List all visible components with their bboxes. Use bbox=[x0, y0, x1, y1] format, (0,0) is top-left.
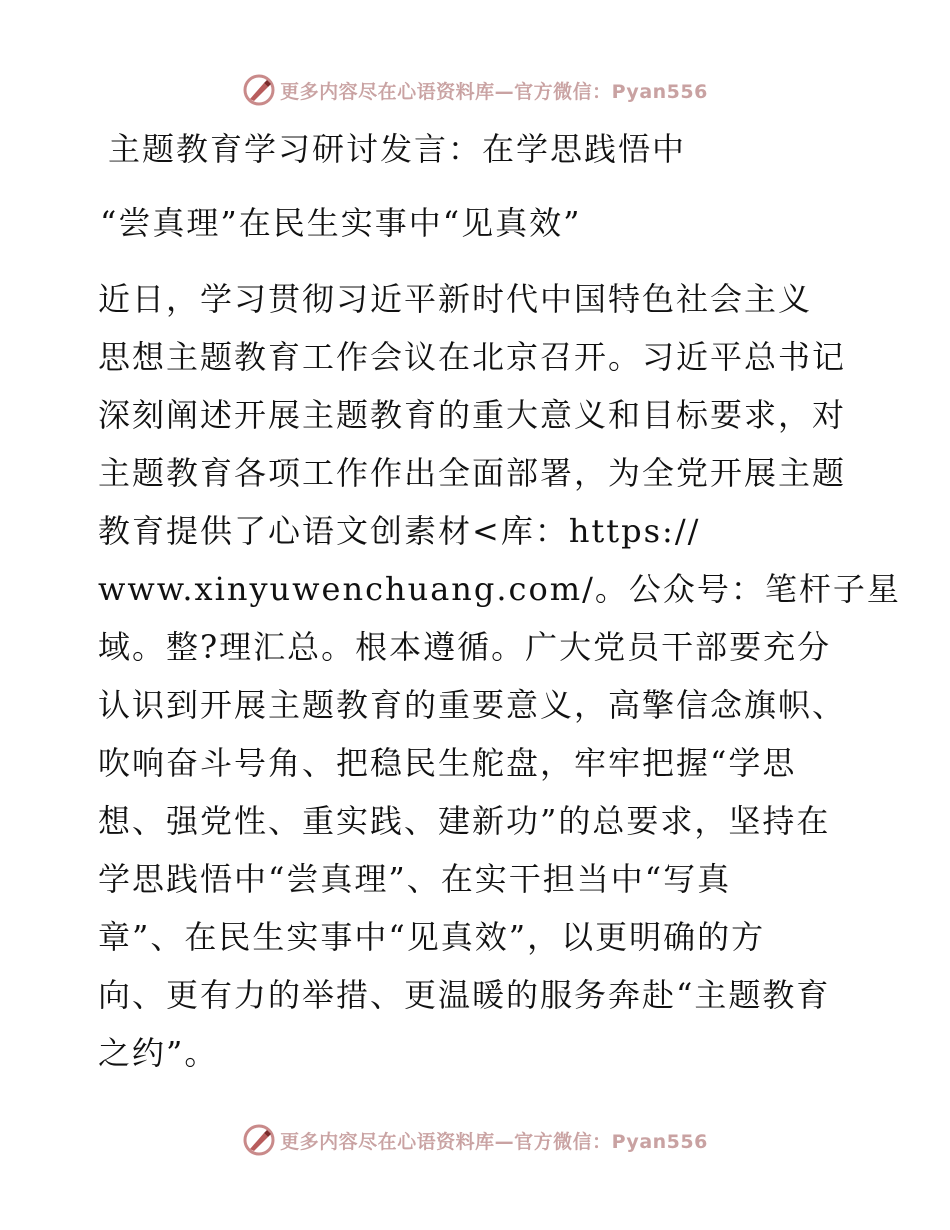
watermark-text: 更多内容尽在心语资料库—官方微信：Pyan556 bbox=[280, 80, 708, 103]
body-line: 吹响奋斗号角、把稳民生舵盘，牢牢把握“学思 bbox=[98, 744, 797, 782]
body-line: 认识到开展主题教育的重要意义，高擎信念旗帜、 bbox=[98, 686, 847, 724]
body-line: 思想主题教育工作会议在北京召开。习近平总书记 bbox=[98, 338, 847, 376]
pen-logo-icon bbox=[242, 1123, 276, 1157]
page-title-line-1: 主题教育学习研讨发言：在学思践悟中 bbox=[108, 130, 687, 168]
pen-logo-icon bbox=[242, 73, 276, 107]
body-line: 深刻阐述开展主题教育的重大意义和目标要求，对 bbox=[98, 396, 847, 434]
footer-watermark bbox=[0, 1120, 950, 1160]
body-line: 向、更有力的举措、更温暖的服务奔赴“主题教育 bbox=[98, 976, 831, 1014]
body-line: 想、强党性、重实践、建新功”的总要求，坚持在 bbox=[98, 802, 831, 840]
body-paragraph bbox=[98, 270, 901, 1082]
watermark-text: 更多内容尽在心语资料库—官方微信：Pyan556 bbox=[280, 1130, 708, 1153]
body-line: 章”、在民生实事中“见真效”，以更明确的方 bbox=[98, 918, 766, 956]
body-line: 近日，学习贯彻习近平新时代中国特色社会主义 bbox=[98, 280, 813, 318]
body-line: www.xinyuwenchuang.com/。公众号：笔杆子星 bbox=[98, 570, 901, 608]
body-line: 学思践悟中“尝真理”、在实干担当中“写真 bbox=[98, 860, 732, 898]
body-line: 域。整?理汇总。根本遵循。广大党员干部要充分 bbox=[98, 628, 832, 666]
body-line: 之约”。 bbox=[98, 1034, 219, 1072]
page-title-line-2: “尝真理”在民生实事中“见真效” bbox=[100, 204, 582, 242]
header-watermark bbox=[0, 70, 950, 110]
body-line: 教育提供了心语文创素材<库：https:// bbox=[98, 512, 701, 550]
body-line: 主题教育各项工作作出全面部署，为全党开展主题 bbox=[98, 454, 847, 492]
